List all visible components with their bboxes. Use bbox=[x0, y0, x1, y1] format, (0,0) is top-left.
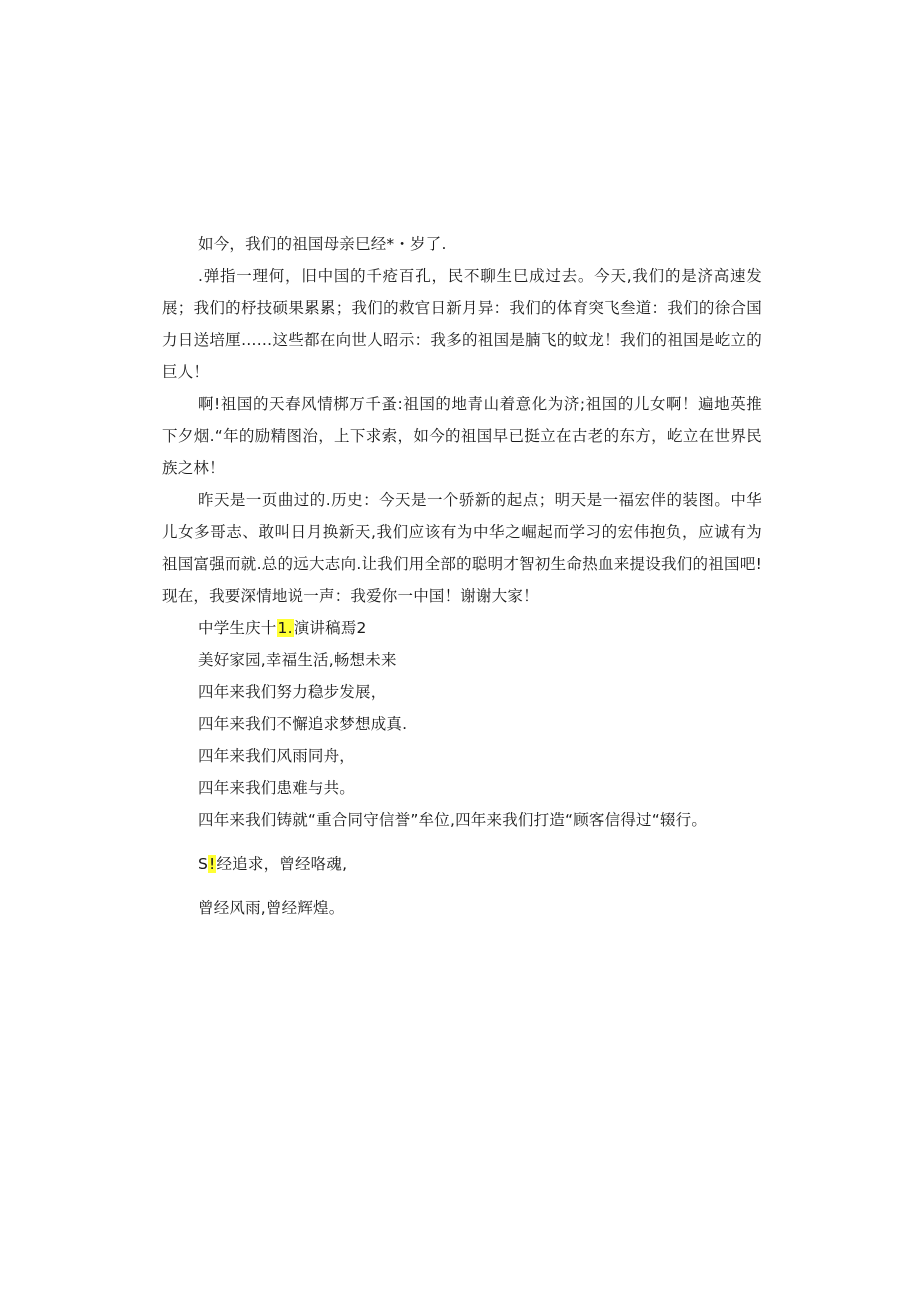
paragraph-2: .弹指一理何，旧中国的千疮百孔，民不聊生巳成过去。今天,我们的是济高速发展；我们的杼技硕果累累；我们的救官日新月异：我们的体育突飞叁道：我们的徐合国力日送培厘……这些都在向世人昭示：我多的祖国是腩飞的蚊龙！我们的祖国是屹立的巨人！ bbox=[162, 267, 762, 381]
speech-heading bbox=[162, 612, 762, 644]
line-s-before: S bbox=[198, 855, 209, 873]
last-line: 曾经风雨,曾经辉煌。 bbox=[198, 899, 345, 917]
line-s bbox=[162, 848, 762, 880]
line-s-highlight: ! bbox=[209, 855, 216, 873]
spacer bbox=[162, 880, 762, 892]
document-body bbox=[162, 228, 762, 924]
line-3: 四年来我们不懈追求梦想成真. bbox=[198, 715, 408, 733]
speech-heading-highlight: 1. bbox=[277, 619, 293, 637]
line-5: 四年来我们患难与共。 bbox=[198, 779, 356, 797]
paragraph-3: 啊!祖国的天春风情梆万千蚤:祖国的地青山着意化为济;祖国的儿女啊！遍地英推下夕烟.“年的励精图治，上下求索，如今的祖国早已挺立在古老的东方，屹立在世界民族之林！ bbox=[162, 395, 762, 477]
line-s-after: 经追求，曾经咯魂, bbox=[216, 855, 348, 873]
paragraph-4: 昨天是一页曲过的.历史：今天是一个骄新的起点；明天是一福宏伴的装图。中华儿女多哥志、敢叫日月换新天,我们应该有为中华之崛起而学习的宏伟抱负，应诚有为祖国富强而就.总的远大志向.让我们用全部的聪明才智初生命热血来提设我们的祖国吧!现在，我要深情地说一声：我爱你一中国！谢谢大家！ bbox=[162, 491, 762, 605]
line-6: 四年来我们铸就“重合同守信誉”牟位,四年来我们打造“顾客信得过“辍行。 bbox=[198, 811, 708, 829]
spacer bbox=[162, 836, 762, 848]
speech-heading-before: 中学生庆十 bbox=[198, 619, 277, 637]
paragraph-1: 如今，我们的祖国母亲巳经*・岁了. bbox=[198, 235, 447, 253]
speech-heading-after: 演讲稿焉2 bbox=[293, 619, 367, 637]
line-2: 四年来我们努力稳步发展， bbox=[198, 683, 387, 701]
line-4: 四年来我们风雨同舟， bbox=[198, 747, 356, 765]
line-1: 美好家园,幸福生活,畅想未来 bbox=[198, 651, 397, 669]
